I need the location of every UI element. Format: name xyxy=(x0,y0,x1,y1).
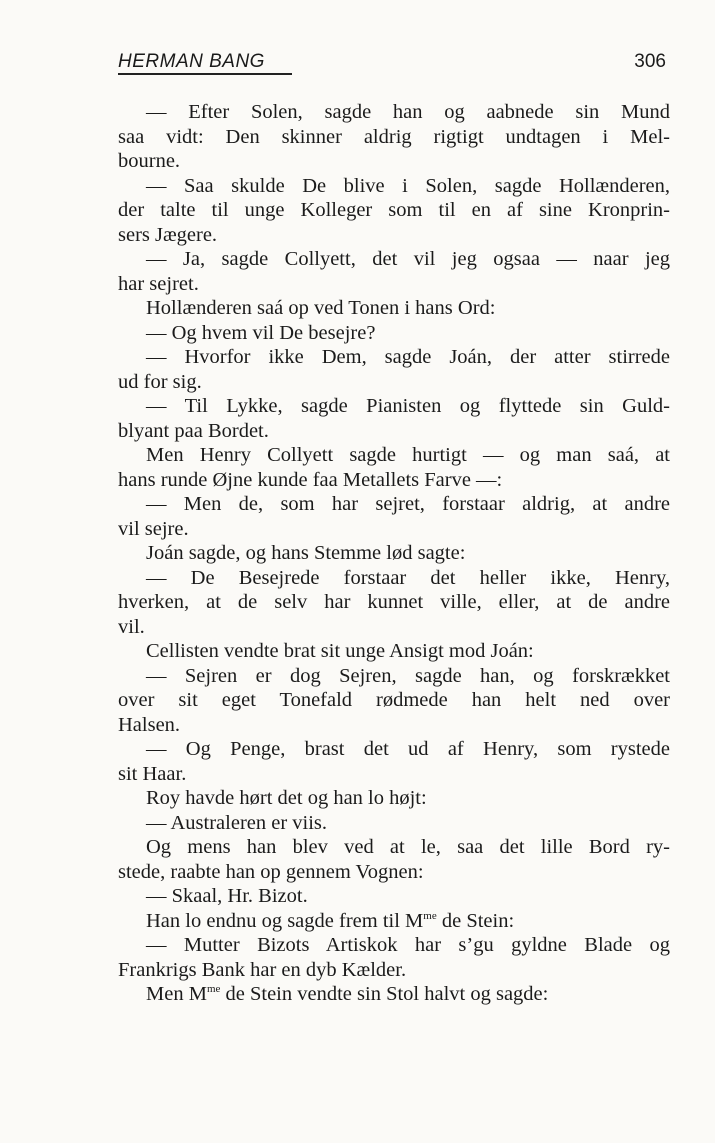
text-line: Og mens han blev ved at le, saa det lille Bord ry- xyxy=(146,836,670,858)
text-line-segment: Men M xyxy=(146,983,207,1005)
text-line: vil. xyxy=(118,615,145,638)
text-line: — Mutter Bizots Artiskok har s’gu gyldne Blade og xyxy=(146,934,670,956)
text-line: blyant paa Bordet. xyxy=(118,419,269,442)
text-line: hans runde Øjne kunde faa Metallets Farve —: xyxy=(118,468,503,491)
text-line: Joán sagde, og hans Stemme lød sagte: xyxy=(146,542,466,564)
text-line-segment: de Stein vendte sin Stol halvt og sagde: xyxy=(220,983,549,1005)
text-line: Men Henry Collyett sagde hurtigt — og man saá, at xyxy=(146,444,670,466)
text-line xyxy=(118,909,670,934)
text-line-segment: de Stein: xyxy=(436,909,515,932)
text-line: — Hvorfor ikke Dem, sagde Joán, der atter stirrede xyxy=(146,346,670,368)
page-number: 306 xyxy=(634,51,666,72)
text-line: — Og Penge, brast det ud af Henry, som rystede xyxy=(146,738,670,760)
body-text xyxy=(118,100,670,1007)
text-line: sit Haar. xyxy=(118,762,187,785)
text-line: — Skaal, Hr. Bizot. xyxy=(146,885,308,907)
text-line: — Men de, som har sejret, forstaar aldrig, at andre xyxy=(146,493,670,515)
text-line: Frankrigs Bank har en dyb Kælder. xyxy=(118,958,407,981)
text-line: bourne. xyxy=(118,150,181,172)
superscript: me xyxy=(423,909,437,922)
text-line xyxy=(118,982,670,1007)
text-line: sers Jægere. xyxy=(118,223,218,246)
header-underline xyxy=(118,73,292,75)
text-line: Halsen. xyxy=(118,713,181,736)
superscript: me xyxy=(206,983,221,995)
text-line: hverken, at de selv har kunnet ville, eller, at de andre xyxy=(118,591,670,613)
text-line: — Efter Solen, sagde han og aabnede sin Mund xyxy=(146,101,670,123)
text-line: — Til Lykke, sagde Pianisten og flyttede sin Guld- xyxy=(146,395,670,417)
text-line: — Ja, sagde Collyett, det vil jeg ogsaa — naar jeg xyxy=(146,248,670,270)
text-line: der talte til unge Kolleger som til en af sine Kronprin- xyxy=(118,199,670,221)
text-line: — Og hvem vil De besejre? xyxy=(146,321,376,344)
text-line: Roy havde hørt det og han lo højt: xyxy=(146,787,427,809)
text-line-segment: Han lo endnu og sagde frem til M xyxy=(146,909,424,932)
text-line: ud for sig. xyxy=(118,370,202,393)
text-line: Cellisten vendte brat sit unge Ansigt mod Joán: xyxy=(146,640,534,662)
text-line: Hollænderen saá op ved Tonen i hans Ord: xyxy=(146,297,496,319)
text-line: saa vidt: Den skinner aldrig rigtigt undtagen i Mel- xyxy=(118,125,670,148)
text-line: vil sejre. xyxy=(118,517,189,540)
header-author: HERMAN BANG xyxy=(118,51,265,72)
text-line: stede, raabte han op gennem Vognen: xyxy=(118,860,424,883)
text-line: — Saa skulde De blive i Solen, sagde Hollænderen, xyxy=(146,174,670,197)
text-line: — Australeren er viis. xyxy=(146,811,328,834)
text-line: har sejret. xyxy=(118,272,199,295)
running-header xyxy=(118,48,666,78)
text-line: over sit eget Tonefald rødmede han helt ned over xyxy=(118,689,670,711)
text-line: — De Besejrede forstaar det heller ikke, Henry, xyxy=(146,566,670,589)
text-line: — Sejren er dog Sejren, sagde han, og forskrækket xyxy=(146,664,670,687)
